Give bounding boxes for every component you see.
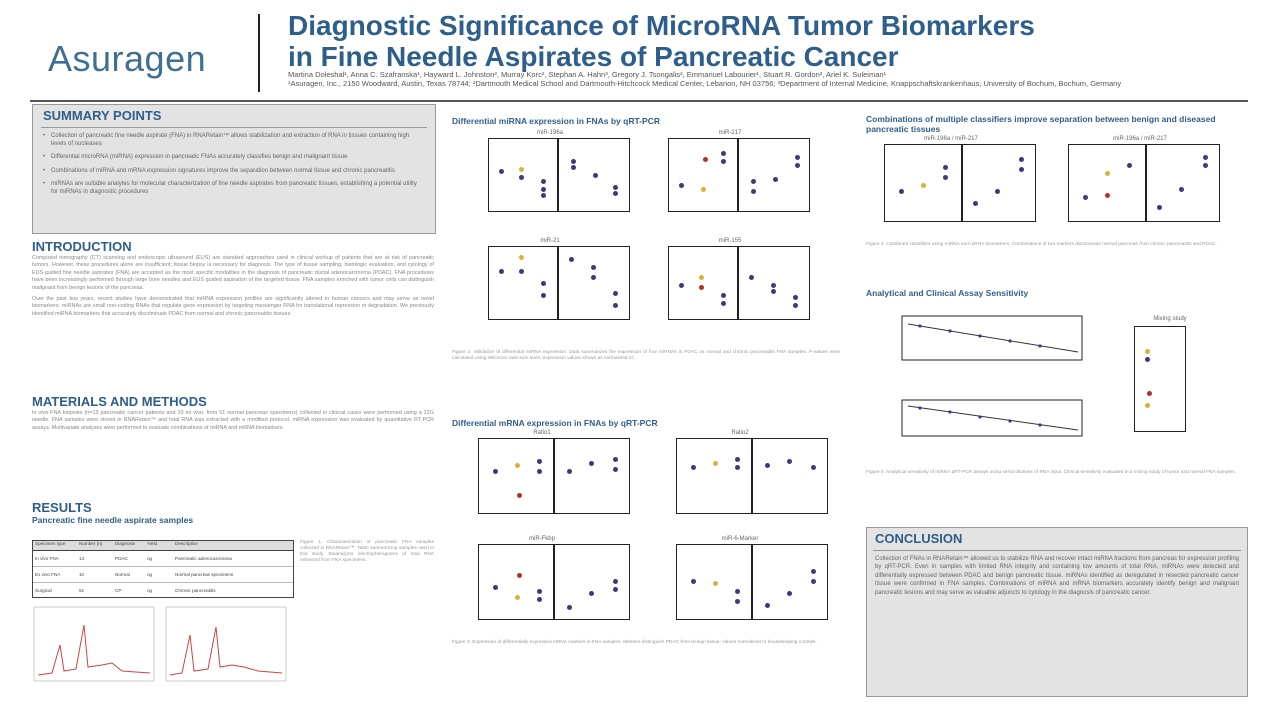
chart-combined-2 [1050, 136, 1230, 236]
summary-heading: SUMMARY POINTS [43, 108, 162, 123]
chart-plot [1134, 326, 1186, 432]
data-point [515, 595, 520, 600]
data-point [773, 177, 778, 182]
data-point [771, 289, 776, 294]
chart-divider [557, 139, 559, 211]
chart-label: miR-196a / miR-217 [924, 136, 978, 142]
data-point [751, 179, 756, 184]
chart-plot [478, 438, 630, 514]
data-point [1127, 163, 1132, 168]
summary-point: • Differential microRNA (miRNA) expression in pancreatic FNAs accurately classifies benign and malignant tissue [43, 154, 425, 162]
author-list: Martina Doleshal¹, Anna C. Szafranska¹, Hayward L. Johnston², Murray Korc², Stephan A. Hahn³, Gregory J. Tsongalis², Emmanuel Labourier¹, Stuart R. Gordon², Ariel K. Suleiman¹ [288, 70, 887, 79]
data-point [679, 283, 684, 288]
chart-label: miR-196a / miR-217 [1113, 136, 1167, 142]
conclusion-text: Collection of FNAs in RNARetain™ allowed us to stabilize RNA and recover intact miRNA fractions from pancreas for expression profiling by qRT-PCR. Even in samples with limited RNA integrity and containing low amounts of total RNA, miRNAs were detected and differentially expressed between PDAC and benign pancreatic tissue. miRNAs identified as deregulated in resected pancreatic cancer tissue were confirmed in FNA samples. Combinations of miRNA and mRNA biomarkers accurately identify benign and malignant pancreatic lesions and may serve as valuable adjuncts to cytology in the diagnosis of pancreatic cancer. [875, 556, 1239, 596]
data-point [1105, 193, 1110, 198]
results-heading: RESULTS [32, 500, 92, 515]
chart-label: Ratio2 [731, 430, 749, 436]
data-point [519, 175, 524, 180]
data-point [751, 189, 756, 194]
chart-label: Mixing study [1153, 316, 1187, 322]
results-subheading: Pancreatic fine needle aspirate samples [32, 515, 194, 525]
data-point [515, 463, 520, 468]
chart-divider [557, 247, 559, 319]
table-cell: Pancreatic adenocarcinoma [175, 556, 232, 561]
data-point [787, 591, 792, 596]
summary-panel [32, 104, 436, 234]
data-point [569, 257, 574, 262]
chart-mixing [1110, 316, 1230, 446]
data-point [1179, 187, 1184, 192]
summary-point: • miRNAs are suitable analytes for molecular characterization of fine needle aspirates from pancreatic tissues, establishing a potential utility for miRNAs in diagnostic procedures [43, 181, 425, 196]
fig2-title: Differential miRNA expression in FNAs by qRT-PCR [452, 116, 660, 126]
chart-plot [676, 438, 828, 514]
table-cell: 51 [79, 588, 85, 593]
table-cell: Chronic pancreatitis [175, 588, 216, 593]
data-point [787, 459, 792, 464]
data-point [973, 201, 978, 206]
data-point [721, 159, 726, 164]
header-divider [258, 14, 260, 92]
chart-divider [751, 545, 753, 619]
chart-mir217 [650, 130, 810, 230]
conclusion-heading: CONCLUSION [875, 531, 963, 546]
data-point [899, 189, 904, 194]
data-point [519, 255, 524, 260]
data-point [613, 191, 618, 196]
data-point [995, 189, 1000, 194]
chart-plot [1068, 144, 1220, 222]
chart-divider [961, 145, 963, 221]
conclusion-rule [873, 550, 1241, 551]
title-line-1: Diagnostic Significance of MicroRNA Tumor Biomarkers [288, 10, 1035, 41]
chart-mir155 [650, 238, 810, 338]
data-point [721, 151, 726, 156]
data-point [613, 291, 618, 296]
data-point [541, 293, 546, 298]
chart-ratio2 [650, 430, 830, 530]
data-point [713, 461, 718, 466]
summary-points [33, 133, 435, 196]
data-point [735, 457, 740, 462]
data-point [1157, 205, 1162, 210]
table-cell: PDAC [115, 556, 128, 561]
data-point [537, 469, 542, 474]
methods-text: In vivo FNA biopsies (n=13 pancreatic cancer patients and 10 ex vivo, from 51 normal pancreas specimens) collected in clinical cases were performed using a 22G needle. FNA samples were stored in RNARetain™ and total RNA was extracted with a modified protocol. miRNA expression was evaluated by quantitative RT-PCR assays. Multivariate analyses were performed to evaluate combinations of miRNA and mRNA biomarkers. [32, 410, 434, 431]
electropherograms [32, 605, 292, 685]
data-point [567, 605, 572, 610]
chart-divider [737, 247, 739, 319]
chart-plot [668, 138, 810, 212]
data-point [613, 457, 618, 462]
data-point [537, 459, 542, 464]
fig4-title: Combinations of multiple classifiers improve separation between benign and diseased pancreatic tissues [866, 114, 1216, 134]
data-point [517, 493, 522, 498]
data-point [537, 589, 542, 594]
data-point [1145, 403, 1150, 408]
data-point [771, 283, 776, 288]
data-point [517, 573, 522, 578]
data-point [793, 303, 798, 308]
methods-heading: MATERIALS AND METHODS [32, 394, 207, 409]
table-header-cell: Diagnosis [115, 541, 136, 546]
data-point [749, 275, 754, 280]
table-cell: ng [147, 588, 153, 593]
chart-ratio1 [452, 430, 632, 530]
chart-6-marker [650, 536, 830, 632]
chart-label: miR-Fkbp [528, 536, 555, 542]
figure1-caption: Figure 1. Characterization of pancreatic FNA samples collected in RNARetain™. Table summarizing samples used in this study. Bioanalyzer electropherograms of total RNA extracted from FNA specimens. [300, 540, 434, 563]
poster-title [288, 10, 1268, 72]
chart-mir196a [470, 130, 630, 230]
data-point [1145, 349, 1150, 354]
data-point [613, 303, 618, 308]
data-point [541, 193, 546, 198]
intro-p1: Computed tomography (CT) scanning and endoscopic ultrasound (EUS) are standard approaches used in clinical workup of patients that are at risk of pancreatic tumors. However, these procedures alone are insufficient; tissue biopsy is necessary for diagnosis. The type of tissue sampling, histologic evaluation, and cytology of EUS-guided fine needle aspirates (FNA) are accepted as the most specific modalities in the diagnosis of pancreatic ductal adenocarcinoma (PDAC). FNA procedures have been increasingly performed through large bore needles and EUS guided aspiration of the targeted tissue. FNA samples enriched with tumor cells can distinguish malignant from benign lesions of the pancreas. [32, 255, 434, 291]
data-point [811, 569, 816, 574]
data-point [593, 173, 598, 178]
data-point [1105, 171, 1110, 176]
table-cell: In vivo FNA [35, 556, 59, 561]
data-point [721, 293, 726, 298]
data-point [589, 591, 594, 596]
data-point [921, 183, 926, 188]
data-point [1019, 167, 1024, 172]
table-header-cell: Yield [147, 541, 158, 546]
data-point [765, 603, 770, 608]
table-header-cell: Description [175, 541, 198, 546]
data-point [567, 469, 572, 474]
data-point [591, 275, 596, 280]
chart-plot [488, 138, 630, 212]
chart-divider [553, 545, 555, 619]
chart-divider [1145, 145, 1147, 221]
data-point [793, 295, 798, 300]
table-row [33, 567, 293, 583]
intro-text [32, 255, 434, 318]
data-point [765, 463, 770, 468]
fig3-caption: Figure 3. Expression of differentially expressed mRNA markers in FNA samples. Markers distinguish PDAC from benign tissue; values normalized to housekeeping controls. [452, 640, 817, 645]
data-point [493, 585, 498, 590]
samples-table [32, 540, 294, 598]
intro-p2: Over the past few years, recent studies have demonstrated that miRNA expression profiles are significantly altered in human cancers and may serve as novel biomarkers. miRNAs are small non-coding RNAs that regulate gene expression by targeting messenger RNA for translational repression or degradation. We previously identified miRNA biomarkers that accurately discriminate PDAC from normal and chronic pancreatitis tissues. [32, 296, 434, 317]
table-cell: ng [147, 556, 153, 561]
chart-label: miR-6-Marker [721, 536, 759, 542]
data-point [721, 301, 726, 306]
data-point [795, 155, 800, 160]
data-point [519, 269, 524, 274]
data-point [811, 465, 816, 470]
chart-label: miR-217 [718, 130, 742, 136]
data-point [1019, 157, 1024, 162]
chart-label: Ratio1 [533, 430, 551, 436]
data-point [1203, 163, 1208, 168]
data-point [499, 269, 504, 274]
data-point [1083, 195, 1088, 200]
data-point [679, 183, 684, 188]
data-point [1145, 357, 1150, 362]
table-cell: Surgical [35, 588, 52, 593]
data-point [691, 579, 696, 584]
table-header [33, 541, 293, 551]
table-cell: ng [147, 572, 153, 577]
data-point [613, 185, 618, 190]
data-point [699, 285, 704, 290]
table-row [33, 583, 293, 598]
table-cell: 10 [79, 572, 85, 577]
summary-point: • Combinations of miRNA and mRNA expression signatures improve the separation between normal tissue and chronic pancreatitis [43, 168, 425, 176]
data-point [541, 281, 546, 286]
summary-point: • Collection of pancreatic fine needle aspirate (FNA) in RNARetain™ allows stabilization and extraction of RNA in tissues containing high levels of nucleases [43, 133, 425, 148]
data-point [613, 587, 618, 592]
data-point [537, 597, 542, 602]
data-point [795, 163, 800, 168]
data-point [703, 157, 708, 162]
conclusion-panel [866, 527, 1248, 697]
data-point [735, 465, 740, 470]
title-line-2: in Fine Needle Aspirates of Pancreatic Cancer [288, 41, 899, 72]
data-point [701, 187, 706, 192]
data-point [519, 167, 524, 172]
chart-label: miR-21 [540, 238, 560, 244]
asuragen-logo: Asuragen [48, 38, 207, 79]
fig5-title: Analytical and Clinical Assay Sensitivity [866, 288, 1029, 298]
chart-plot [478, 544, 630, 620]
data-point [571, 159, 576, 164]
data-point [713, 581, 718, 586]
data-point [571, 165, 576, 170]
table-cell: Normal [115, 572, 130, 577]
chart-divider [553, 439, 555, 513]
chart-combined-1 [866, 136, 1036, 236]
data-point [493, 469, 498, 474]
table-row [33, 551, 293, 567]
data-point [541, 179, 546, 184]
data-point [591, 265, 596, 270]
data-point [613, 579, 618, 584]
chart-label: miR-155 [718, 238, 742, 244]
table-cell: Normal pancreas specimens [175, 572, 234, 577]
affiliations: ¹Asuragen, Inc., 2150 Woodward, Austin, Texas 78744; ²Dartmouth Medical School and Dartmouth-Hitchcock Medical Center, Lebanon, NH 03756; ³Department of Internal Medicine, Knappschaftskrankenhaus, University of Bochum, Bochum, Germany [288, 79, 1122, 88]
chart-label: miR-196a [536, 130, 563, 136]
chart-divider [751, 439, 753, 513]
data-point [735, 599, 740, 604]
table-header-cell: Number (n) [79, 541, 103, 546]
sensitivity-lines [880, 304, 1100, 454]
header-rule [30, 100, 1248, 102]
chart-divider [737, 139, 739, 211]
data-point [811, 579, 816, 584]
fig2-caption: Figure 2. Validation of differential miRNA expression. Data summarizes the expression of four miRNAs in PDAC vs normal and chronic pancreatitis FNA samples. P-values were calculated using Wilcoxon rank-sum tests; expression values shown as normalized Ct. [452, 350, 840, 361]
data-point [541, 187, 546, 192]
data-point [943, 175, 948, 180]
table-cell: CP [115, 588, 122, 593]
chart-fkbp [452, 536, 632, 632]
chart-plot [488, 246, 630, 320]
data-point [1147, 391, 1152, 396]
table-cell: Ex vivo FNA [35, 572, 61, 577]
fig3-title: Differential mRNA expression in FNAs by qRT-PCR [452, 418, 658, 428]
summary-rule [41, 127, 427, 128]
chart-plot [668, 246, 810, 320]
data-point [691, 465, 696, 470]
chart-mir21 [470, 238, 630, 338]
intro-heading: INTRODUCTION [32, 239, 132, 254]
data-point [1203, 155, 1208, 160]
data-point [699, 275, 704, 280]
data-point [589, 461, 594, 466]
data-point [613, 467, 618, 472]
table-cell: 13 [79, 556, 85, 561]
fig5-caption: Figure 5. Analytical sensitivity of miRNA qRT-PCR assays using serial dilutions of RNA input. Clinical sensitivity evaluated in a mixing study of tumor and normal FNA samples. [866, 470, 1236, 475]
chart-plot [676, 544, 828, 620]
data-point [735, 589, 740, 594]
data-point [943, 165, 948, 170]
data-point [499, 169, 504, 174]
fig4-caption: Figure 4. Combined classifiers using miRNA and mRNA biomarkers. Combinations of two markers discriminate normal pancreas from chronic pancreatitis and PDAC. [866, 242, 1217, 247]
chart-plot [884, 144, 1036, 222]
table-header-cell: Specimen type [35, 541, 66, 546]
authors [288, 70, 1268, 88]
